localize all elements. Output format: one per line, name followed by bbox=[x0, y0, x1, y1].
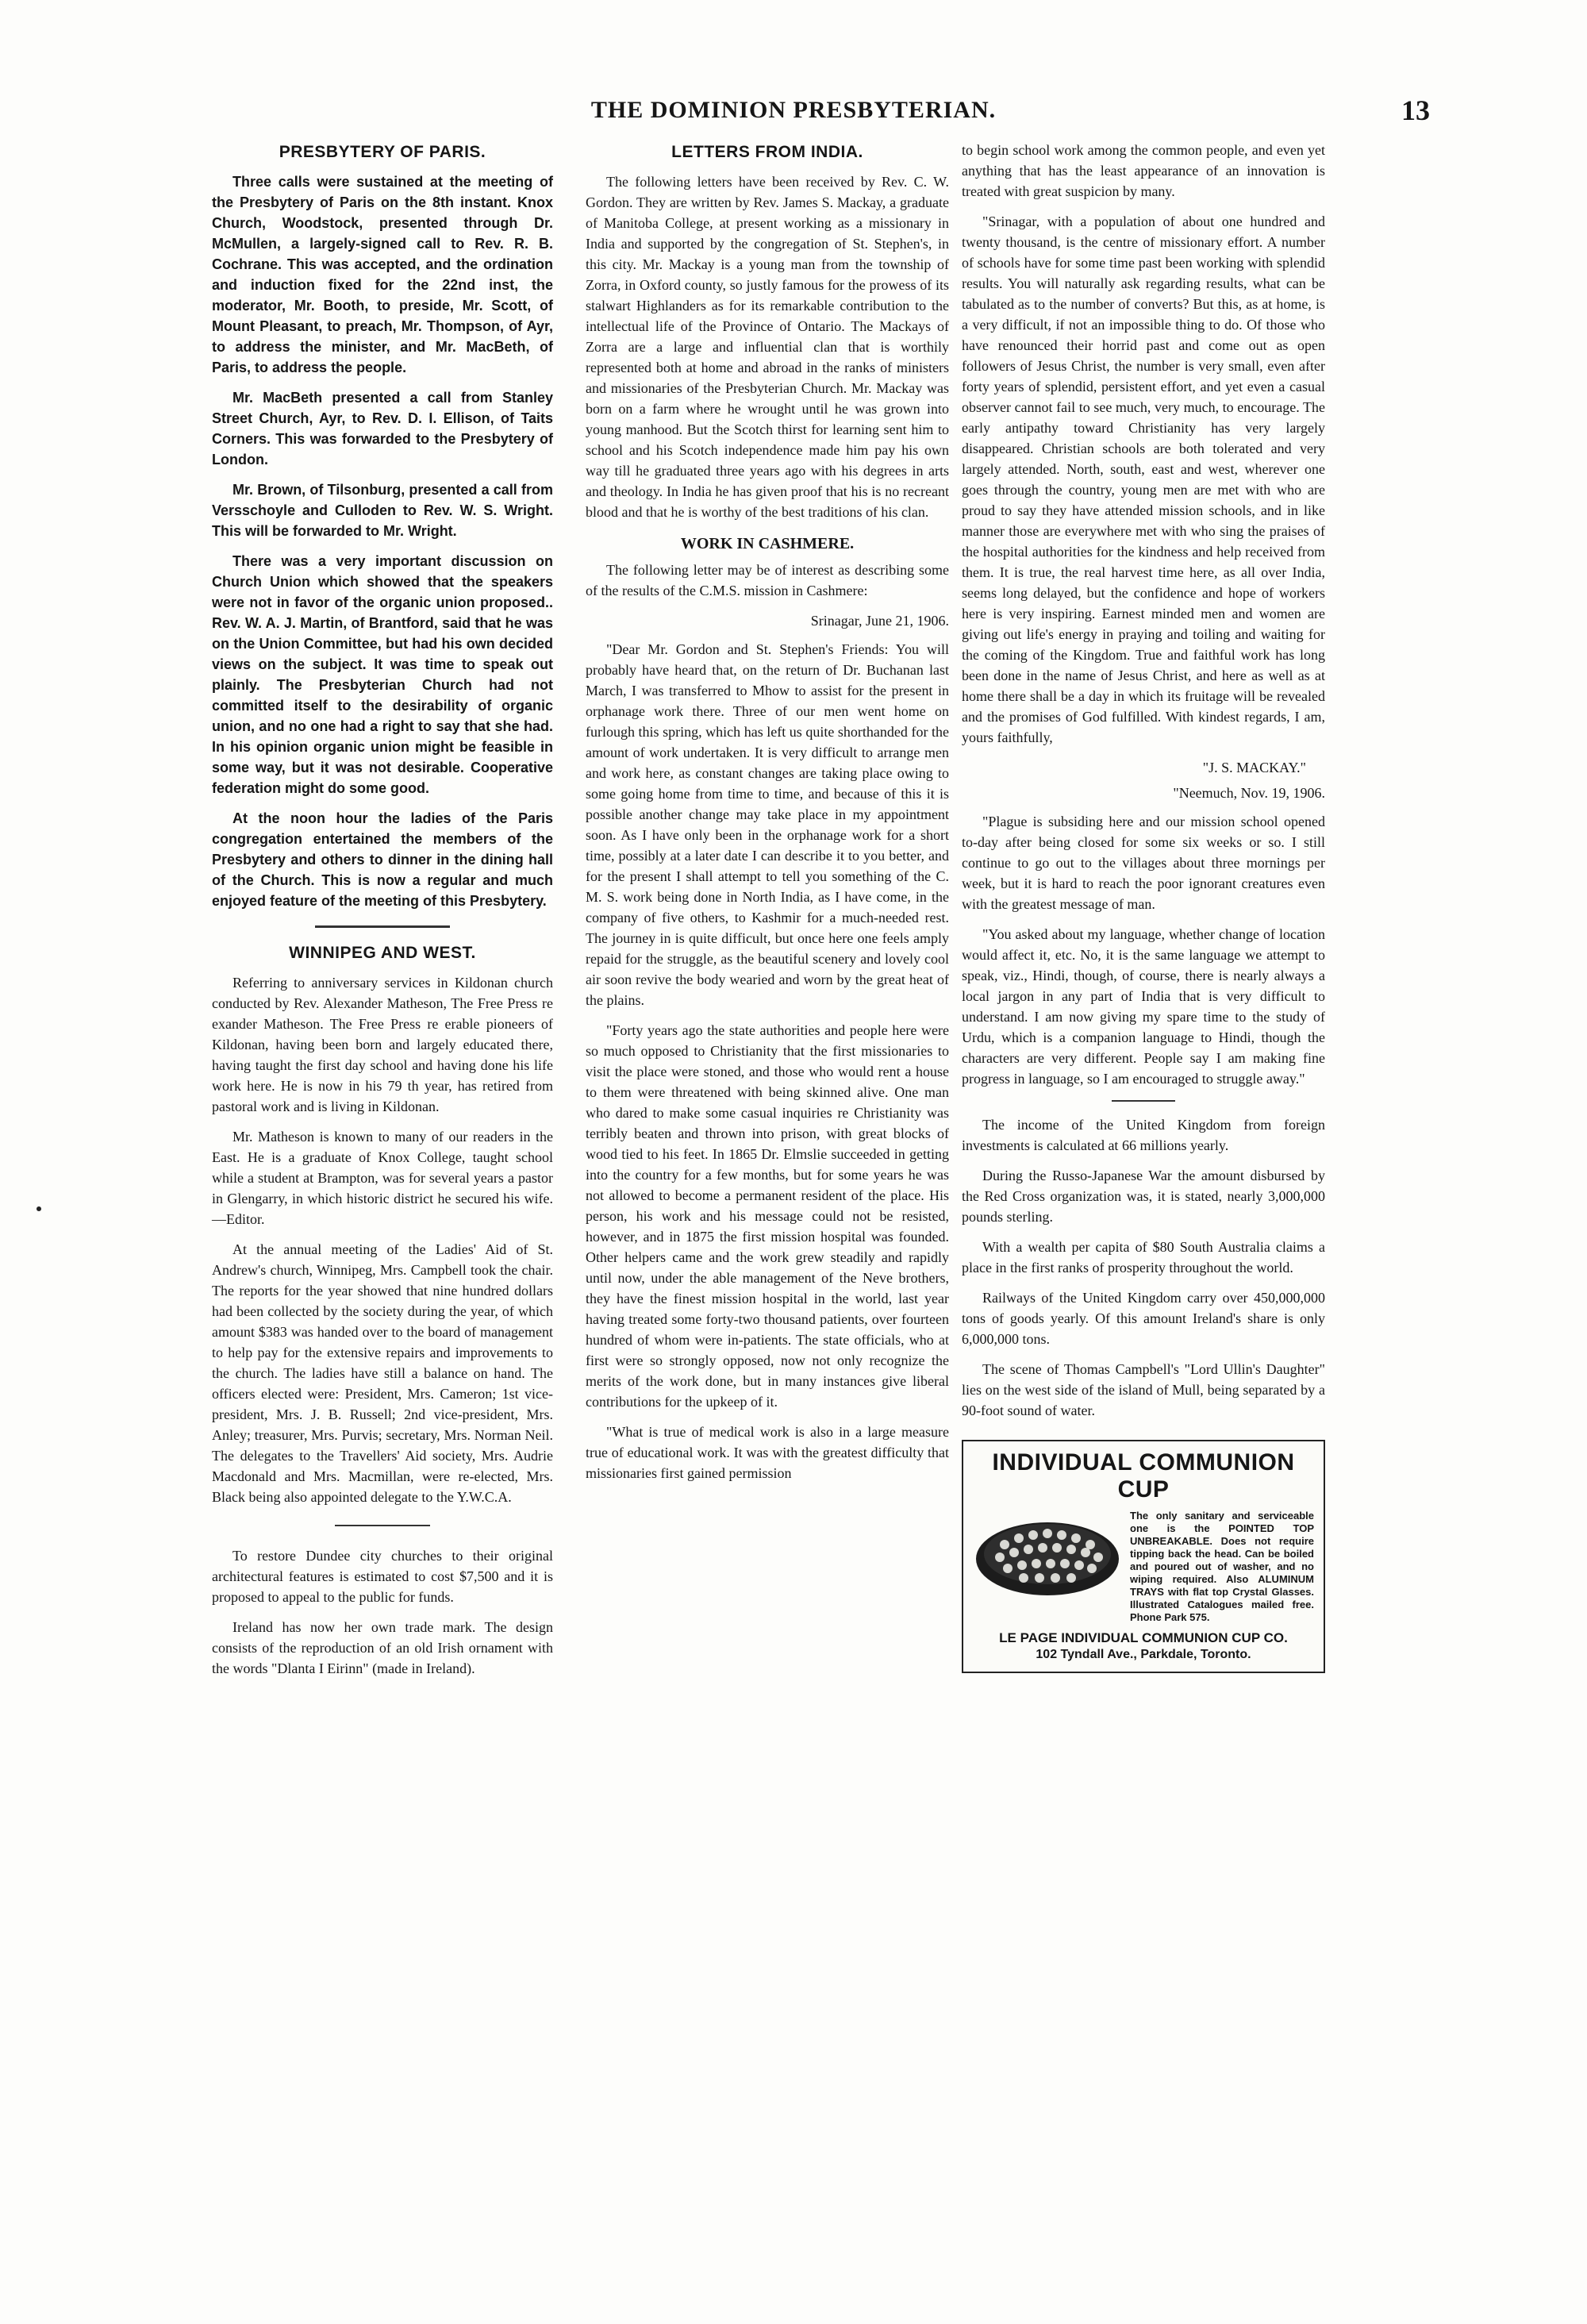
paragraph: "Dear Mr. Gordon and St. Stephen's Friends: You will probably have heard that, on the return of Dr. Buchanan last March, I was transferred to Mhow to assist for the present in orphanage work there. Three of our men went home on furlough this spring, which has left us quite shorthanded for the amount of work undertaken. It is very difficult to arrange men and work here, as constant changes are taking place owing to some going home from time to time, and because of this it is possible another change may take place in my appointment soon. As I have only been in the orphanage work for a short time, possibly at a later date I can describe it to you better, and for the present I shall attempt to tell you something of the C. M. S. work being done in North India, as I have come, in the company of five others, to Kashmir for a much-needed rest. The journey in is quite difficult, but once here one feels amply repaid for the struggle, as the beautiful scenery and lovely cool air soon revive the body wearied and worn by the great heat of the plains. bbox=[586, 641, 949, 1008]
article-winnipeg-and-west bbox=[212, 972, 553, 1507]
paragraph: Mr. Matheson is known to many of our readers in the East. He is a graduate of Knox College, taught school while a student at Brampton, was for several years a pastor in Glengarry, in which historic district he secured his wife.—Editor. bbox=[212, 1129, 553, 1227]
paragraph: The following letter may be of interest as describing some of the results of the C.M.S. mission in Cashmere: bbox=[586, 562, 949, 598]
heading-work-in-cashmere: WORK IN CASHMERE. bbox=[680, 535, 855, 552]
page-speck bbox=[37, 1206, 41, 1211]
communion-cup-advertisement bbox=[962, 1440, 1325, 1673]
ad-company: LE PAGE INDIVIDUAL COMMUNION CUP CO. bbox=[999, 1630, 1288, 1645]
paragraph: During the Russo-Japanese War the amount disbursed by the Red Cross organization was, it is stated, nearly 3,000,000 pounds sterling. bbox=[962, 1168, 1325, 1225]
dateline: "Neemuch, Nov. 19, 1906. bbox=[1173, 785, 1325, 801]
article-work-in-cashmere-continued bbox=[962, 140, 1325, 1089]
paragraph: To restore Dundee city churches to their original architectural features is estimated to cost $7,500 and it is proposed to appeal to the public for funds. bbox=[212, 1548, 553, 1605]
paragraph: "Plague is subsiding here and our mission school opened to-day after being closed for some six weeks or so. I still continue to go out to the villages about three mornings per week, but it is hard to reach the poor ignorant creatures even with the greatest message of man. bbox=[962, 814, 1325, 912]
heading-letters-from-india: LETTERS FROM INDIA. bbox=[671, 143, 863, 161]
paragraph: With a wealth per capita of $80 South Australia claims a place in the first ranks of prosperity throughout the world. bbox=[962, 1239, 1325, 1276]
column-left bbox=[212, 140, 553, 1688]
masthead-title: THE DOMINION PRESBYTERIAN. bbox=[590, 97, 997, 123]
paragraph: Ireland has now her own trade mark. The design consists of the reproduction of an old Irish ornament with the words "Dlanta I Eirinn" (made in Ireland). bbox=[212, 1619, 553, 1676]
paragraph: The income of the United Kingdom from foreign investments is calculated at 66 millions yearly. bbox=[962, 1117, 1325, 1153]
communion-tray-illustration bbox=[973, 1510, 1122, 1603]
misc-notes bbox=[212, 1545, 553, 1679]
paragraph: to begin school work among the common people, and even yet anything that has the least appearance of an innovation is treated with great suspicion by many. bbox=[962, 142, 1325, 199]
article-work-in-cashmere bbox=[586, 560, 949, 1483]
communion-tray-icon bbox=[973, 1510, 1122, 1603]
paragraph: At the annual meeting of the Ladies' Aid of St. Andrew's church, Winnipeg, Mrs. Campbell took the chair. The reports for the year showed that nine hundred dollars had been collected by the society during the year, of which amount $383 was handed over to the board of management to help pay for the extensive repairs and improvements to the church. The ladies have still a balance on hand. The officers elected were: President, Mrs. Cameron; 1st vice-president, Mrs. J. B. Russell; 2nd vice-president, Mrs. Anley; treasurer, Mrs. Purvis; secretary, Mrs. Norman Neil. The delegates to the Travellers' Aid society, Mrs. Audrie Macdonald and Mrs. Macmillan, were re-elected, Mrs. Black being also appointed delegate to the Y.W.C.A. bbox=[212, 1241, 553, 1505]
paragraph: "Srinagar, with a population of about one hundred and twenty thousand, is the centre of missionary effort. A number of schools have for some time past been working with splendid results. You will naturally ask regarding results, what can be tabulated as to the number of converts? But this, as at home, is a very difficult, if not an impossible thing to do. Of those who have renounced their horrid past and come out as open followers of Jesus Christ, the number is very small, even after forty years of splendid, persistent effort, and yet even a casual observer cannot fail to see much, very much, to encourage. The early antipathy toward Christianity has very largely disappeared. Christian schools are both tolerated and very largely attended. North, south, east and west, wherever one goes through the country, young men are met with who are proud to say they have attended mission schools, and in like manner those are everywhere met with who sing the praises of the hospital authorities for the kindness and help received from them. It is true, the real harvest time here, as all over India, seems long delayed, but the confidence and hope of workers here is very inspiring. Earnest minded men and women are giving out life's energy in praying and toiling and waiting for the coming of the Kingdom. True and faithful work has long been done in the name of Jesus Christ, and here as well as at home there shall be a day in which its fruitage will be revealed and the promises of God fulfilled. With kindest regards, I am, yours faithfully, bbox=[962, 214, 1325, 745]
ad-address: 102 Tyndall Ave., Parkdale, Toronto. bbox=[1036, 1648, 1251, 1661]
section-divider bbox=[1112, 1100, 1175, 1102]
article-presbytery-of-paris bbox=[212, 171, 553, 911]
signature: "J. S. MACKAY." bbox=[1202, 760, 1306, 775]
paragraph: "Forty years ago the state authorities and people here were so much opposed to Christianity that the first missionaries to visit the place were stoned, and those who would rent a house to them were threatened with being skinned alive. One man who dared to make some casual inquiries re Christianity was terribly beaten and thrown into prison, with great blocks of wood tied to his feet. In 1865 Dr. Elmslie succeeded in getting into the country for a few months, but for some years he was not allowed to become a permanent resident of the place. His person, his work and his message could not be resisted, however, and in 1875 the first mission hospital was founded. Other helpers came and the work grew steadily and rapidly until now, under the able management of the Neve brothers, they have the finest mission hospital in the world, last year having treated some forty-two thousand patients, over fourteen hundred of whom were in-patients. The state officials, who at first were so strongly opposed, now not only recognize the merits of the work done, but in many instances give liberal contributions for the upkeep of it. bbox=[586, 1022, 949, 1410]
paragraph: Railways of the United Kingdom carry over 450,000,000 tons of goods yearly. Of this amount Ireland's share is only 6,000,000 tons. bbox=[962, 1290, 1325, 1347]
article-letters-from-india bbox=[586, 171, 949, 522]
paragraph: At the noon hour the ladies of the Paris congregation entertained the members of the Presbytery and others to dinner in the dining hall of the Church. This is now a regular and much enjoyed feature of the meeting of this Presbytery. bbox=[212, 810, 553, 909]
paragraph: Three calls were sustained at the meeting of the Presbytery of Paris on the 8th instant. Knox Church, Woodstock, presented through Dr. McMullen, a largely-signed call to Rev. R. B. Cochrane. This was accepted, and the ordination and induction fixed for the 22nd inst, the moderator, Mr. Booth, to preside, Mr. Scott, of Mount Pleasant, to preach, Mr. Thompson, of Ayr, to address the minister, and Mr. MacBeth, of Paris, to address the people. bbox=[212, 174, 553, 375]
section-divider bbox=[315, 925, 450, 928]
heading-presbytery-of-paris: PRESBYTERY OF PARIS. bbox=[279, 143, 486, 161]
paragraph: The scene of Thomas Campbell's "Lord Ullin's Daughter" lies on the west side of the island of Mull, being separated by a 90-foot sound of water. bbox=[962, 1361, 1325, 1418]
notes bbox=[962, 1114, 1325, 1421]
paragraph: "What is true of medical work is also in a large measure true of educational work. It was with the greatest difficulty that missionaries first gained permission bbox=[586, 1424, 949, 1481]
page-number: 13 bbox=[1401, 94, 1430, 126]
paragraph: The following letters have been received by Rev. C. W. Gordon. They are written by Rev. James S. Mackay, a graduate of Manitoba College, at present working as a missionary in India and supported by the congregation of St. Stephen's, in this city. Mr. Mackay is a young man from the township of Zorra, in Oxford county, so justly famous for the prowess of its stalwart Highlanders as for its remarkable contribution to the intellectual life of the Province of Ontario. The Mackays of Zorra are a large and influential clan that is worthily represented both at home and abroad in the ranks of ministers and missionaries of the Presbyterian Church. Mr. Mackay was born on a farm where he wrought until he was grown into young manhood. But the Scotch thirst for learning sent him to school and his Scotch independence made him pay his own way till he graduated three years ago with his degrees in arts and theology. In India he has given proof that his is no recreant blood and that he is worthy of the best traditions of his clan. bbox=[586, 174, 949, 520]
column-right bbox=[962, 140, 1325, 1673]
heading-winnipeg-and-west: WINNIPEG AND WEST. bbox=[289, 944, 476, 962]
paragraph: Mr. MacBeth presented a call from Stanley Street Church, Ayr, to Rev. D. I. Ellison, of Taits Corners. This was forwarded to the Presbytery of London. bbox=[212, 390, 553, 467]
paragraph: "You asked about my language, whether change of location would affect it, etc. No, it is the same language we attempt to speak, viz., Hindi, though, of course, there is nearly always a local jargon in any part of India that is very difficult to understand. I am now giving my spare time to the study of Urdu, which is a companion language to Hindi, though the characters are very different. People say I am making fine progress in language, so I am encouraged to struggle away." bbox=[962, 926, 1325, 1087]
paragraph: Mr. Brown, of Tilsonburg, presented a call from Versschoyle and Culloden to Rev. W. S. Wright. This will be forwarded to Mr. Wright. bbox=[212, 482, 553, 539]
ad-title: INDIVIDUAL COMMUNION CUP bbox=[992, 1449, 1295, 1503]
ad-body: The only sanitary and serviceable one is the POINTED TOP UNBREAKABLE. Does not require tipping back the head. Can be boiled and poured out of washer, and no wiping required. Also ALUMINUM TRAYS with flat top Crystal Glasses. Illustrated Catalogues mailed free. Phone Park 575. bbox=[1130, 1510, 1314, 1623]
paragraph: There was a very important discussion on Church Union which showed that the speakers were not in favor of the organic union proposed.. Rev. W. A. J. Martin, of Brantford, said that he was on the Union Committee, but had his own decided views on the subject. It was time to speak out plainly. The Presbyterian Church had not committed itself to the desirability of organic union, and no one had a right to say that she had. In his opinion organic union might be feasible in some way, but it was not desirable. Cooperative federation might do some good. bbox=[212, 553, 553, 796]
section-divider bbox=[335, 1525, 430, 1526]
dateline: Srinagar, June 21, 1906. bbox=[810, 613, 949, 629]
ad-row bbox=[973, 1510, 1314, 1624]
paragraph: Referring to anniversary services in Kildonan church conducted by Rev. Alexander Matheson, The Free Press re exander Matheson. The Free Press re erable pioneers of Kildonan, having been born and largely educated there, having taught the first day school and having done his life work here. He is now in his 79 th year, has retired from pastoral work and is living in Kildonan. bbox=[212, 975, 553, 1114]
column-middle bbox=[586, 140, 949, 1493]
